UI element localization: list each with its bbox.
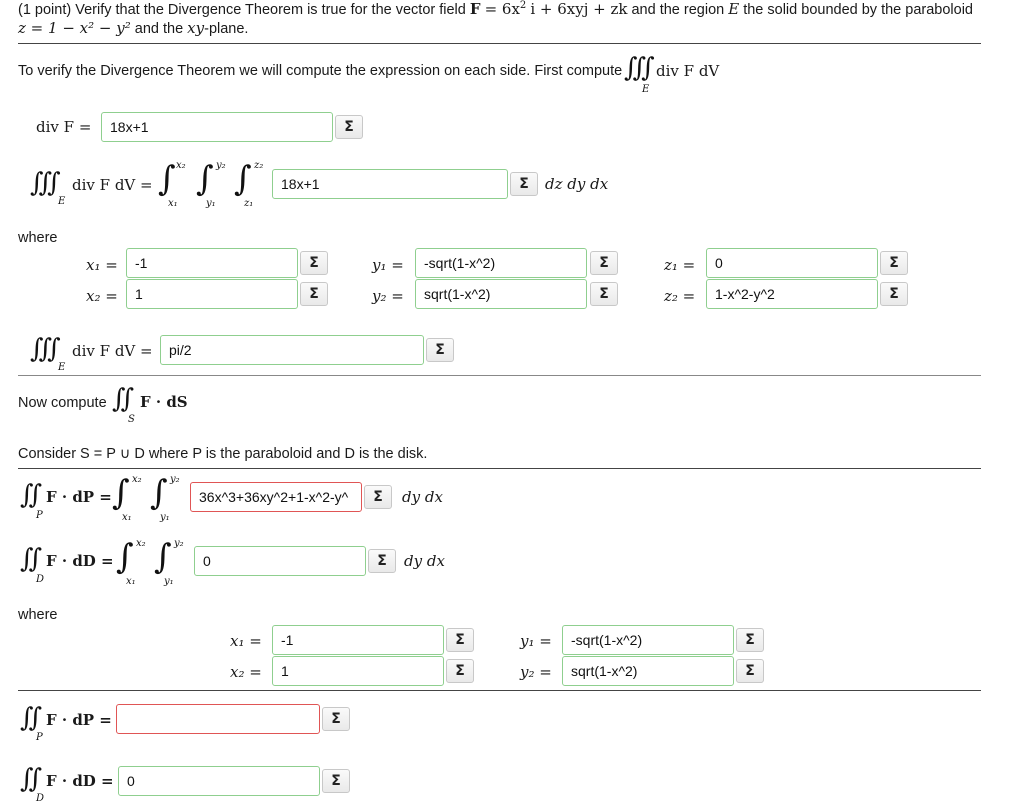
divF-label: div F = [36,118,92,136]
triple-integrand-input[interactable]: 18x+1 [272,169,508,199]
result1-sub: E [58,362,66,373]
flux-D-input[interactable]: 0 [118,766,320,796]
surface-x2-sigma-button[interactable]: Σ [446,659,474,683]
integral-icon: ∫ [196,159,214,199]
y2-sigma-button[interactable]: Σ [590,282,618,306]
limit-y2: y₂ [216,160,226,171]
integral-icon: ∫ [112,473,130,513]
region-E: E [728,0,740,18]
triple-integral-icon: ∭ [30,334,61,364]
divider [18,690,981,691]
limit-y1: y₁ [164,576,174,587]
surface-x1-input[interactable]: -1 [272,625,444,655]
volume-integral-input[interactable]: pi/2 [160,335,424,365]
surface-x2-input[interactable]: 1 [272,656,444,686]
y1-label: y₁ = [520,632,552,650]
triple-integral-icon: ∭ [30,168,61,198]
integral-icon: ∫ [158,159,176,199]
limit-y1: y₁ [160,512,170,523]
now-compute-sub: S [128,414,135,425]
surfD-sigma-button[interactable]: Σ [368,549,396,573]
surfP-diff: dy dx [402,488,443,506]
divider [18,375,981,376]
double-integral-icon: ∬ [112,384,135,414]
triple-sigma-button[interactable]: Σ [510,172,538,196]
field-eq: = 6x [484,0,520,18]
intro-text: To verify the Divergence Theorem we will compute the expression on each side. First compute [18,63,623,79]
divider [18,43,981,44]
finalD-sub: D [36,793,45,804]
triple-sub: E [58,196,66,207]
finalP-sub: P [36,732,43,743]
limit-y1: y₁ [206,198,216,209]
now-compute-expr: F · dS [140,393,188,411]
divF-sigma-button[interactable]: Σ [335,115,363,139]
field-eq-sup: 2 [519,0,527,12]
z2-sigma-button[interactable]: Σ [880,282,908,306]
double-integral-icon: ∬ [20,703,43,733]
triple-diff: dz dy dx [545,175,609,193]
now-compute-text: Now compute [18,395,107,411]
consider-text: Consider S = P ∪ D where P is the paraboloid and D is the disk. [18,446,428,462]
problem-text-e: -plane. [204,21,249,37]
paraboloid-eq: z = 1 − x² − y² [18,19,131,37]
y2-label: y₂ = [372,287,404,305]
triple-integral-icon: ∭ [624,53,655,83]
surfP-sub: P [36,510,43,521]
flux-D-sigma-button[interactable]: Σ [322,769,350,793]
plane-label: xy [187,19,205,37]
intro-sub: E [642,84,650,95]
x2-input[interactable]: 1 [126,279,298,309]
surface-x1-sigma-button[interactable]: Σ [446,628,474,652]
x1-label: x₁ = [230,632,262,650]
limit-z2: z₂ [254,160,264,171]
limit-z1: z₁ [244,198,254,209]
x1-sigma-button[interactable]: Σ [300,251,328,275]
flux-P-input[interactable] [116,704,320,734]
y1-sigma-button[interactable]: Σ [590,251,618,275]
z1-input[interactable]: 0 [706,248,878,278]
integral-icon: ∫ [116,537,134,577]
limit-y2: y₂ [170,474,180,485]
problem-statement-line1 [18,0,973,18]
x2-label: x₂ = [86,287,118,305]
integral-icon: ∫ [150,473,168,513]
x1-label: x₁ = [86,256,118,274]
integral-icon: ∫ [154,537,172,577]
divider [18,468,981,469]
limit-x1: x₁ [126,576,136,587]
problem-text-d: and the [130,21,188,37]
z2-input[interactable]: 1-x^2-y^2 [706,279,878,309]
surfP-sigma-button[interactable]: Σ [364,485,392,509]
problem-statement-line2 [18,19,248,37]
field-eq-rest: i + 6xyj + zk [530,0,628,18]
surfD-diff: dy dx [404,552,445,570]
divF-input[interactable]: 18x+1 [101,112,333,142]
surfP-label: F · dP = [46,488,112,506]
double-integral-icon: ∬ [20,764,43,794]
x1-input[interactable]: -1 [126,248,298,278]
triple-label: div F dV = [72,176,153,194]
field-F: F [469,0,481,18]
surfD-integrand-input[interactable]: 0 [194,546,366,576]
finalP-label: F · dP = [46,711,112,729]
where-label: where [18,607,58,623]
surface-y2-input[interactable]: sqrt(1-x^2) [562,656,734,686]
intro-expr: div F dV [656,62,720,80]
z1-sigma-button[interactable]: Σ [880,251,908,275]
limit-x2: x₂ [136,538,146,549]
z1-label: z₁ = [664,256,696,274]
x2-label: x₂ = [230,663,262,681]
surface-y1-sigma-button[interactable]: Σ [736,628,764,652]
x2-sigma-button[interactable]: Σ [300,282,328,306]
flux-P-sigma-button[interactable]: Σ [322,707,350,731]
y2-input[interactable]: sqrt(1-x^2) [415,279,587,309]
double-integral-icon: ∬ [20,544,43,574]
limit-x1: x₁ [122,512,132,523]
integral-icon: ∫ [234,159,252,199]
y2-label: y₂ = [520,663,552,681]
volume-sigma-button[interactable]: Σ [426,338,454,362]
problem-text-c: the solid bounded by the paraboloid [739,2,973,18]
result1-label: div F dV = [72,342,153,360]
surfD-sub: D [36,574,45,585]
double-integral-icon: ∬ [20,480,43,510]
surface-y1-input[interactable]: -sqrt(1-x^2) [562,625,734,655]
limit-x1: x₁ [168,198,178,209]
limit-y2: y₂ [174,538,184,549]
limit-x2: x₂ [132,474,142,485]
where-label: where [18,230,58,246]
problem-text-b: and the region [627,2,729,18]
surfP-integrand-input[interactable]: 36x^3+36xy^2+1-x^2-y^ [190,482,362,512]
y1-input[interactable]: -sqrt(1-x^2) [415,248,587,278]
problem-text: (1 point) Verify that the Divergence Theorem is true for the vector field [18,2,470,18]
z2-label: z₂ = [664,287,696,305]
y1-label: y₁ = [372,256,404,274]
limit-x2: x₂ [176,160,186,171]
finalD-label: F · dD = [46,772,114,790]
surface-y2-sigma-button[interactable]: Σ [736,659,764,683]
surfD-label: F · dD = [46,552,114,570]
